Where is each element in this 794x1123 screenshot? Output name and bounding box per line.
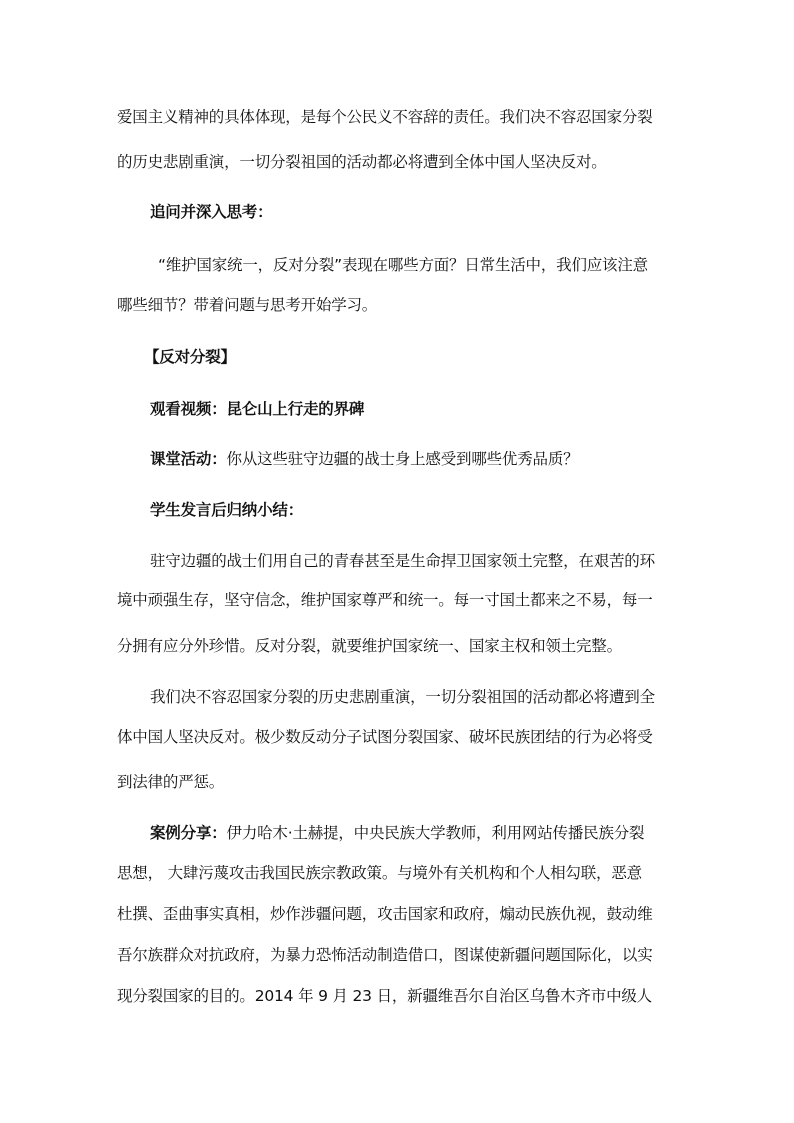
section-heading: 追问并深入思考：: [150, 203, 273, 221]
paragraph-line: 杜撰、歪曲事实真相，炒作涉疆问题，攻击国家和政府，煽动民族仇视，鼓动维: [117, 905, 653, 923]
paragraph-line: 体中国人坚决反对。极少数反动分子试图分裂国家、破坏民族团结的行为必将受: [117, 728, 653, 746]
paragraph-line: 哪些细节？带着问题与思考开始学习。: [117, 296, 378, 314]
paragraph-line: [150, 818, 644, 848]
paragraph-line: 现分裂国家的目的。2014 年 9 月 23 日，新疆维吾尔自治区乌鲁木齐市中级人: [117, 987, 652, 1005]
case-text: 伊力哈木·土赫提，中央民族大学教师，利用网站传播民族分裂: [226, 824, 645, 842]
paragraph-line: 到法律的严惩。: [117, 773, 225, 791]
paragraph-line: “维护国家统一，反对分裂”表现在哪些方面？日常生活中，我们应该注意: [158, 256, 648, 274]
activity-label: 课堂活动：: [150, 450, 227, 468]
paragraph-line: 境中顽强生存，坚守信念，维护国家尊严和统一。每一寸国土都来之不易，每一: [117, 591, 653, 609]
paragraph-line: 爱国主义精神的具体体现，是每个公民义不容辞的责任。我们决不容忍国家分裂: [117, 108, 653, 126]
paragraph-line: [150, 444, 578, 474]
section-heading: 观看视频：昆仑山上行走的界碑: [150, 400, 365, 418]
paragraph-line: 分拥有应分外珍惜。反对分裂，就要维护国家统一、国家主权和领土完整。: [117, 637, 622, 655]
paragraph-line: 吾尔族群众对抗政府，为暴力恐怖活动制造借口，图谋使新疆问题国际化，以实: [117, 946, 653, 964]
paragraph-line: 驻守边疆的战士们用自己的青春甚至是生命捍卫国家领土完整，在艰苦的环: [150, 552, 655, 570]
paragraph-line: 我们决不容忍国家分裂的历史悲剧重演，一切分裂祖国的活动都必将遭到全: [150, 688, 655, 706]
paragraph-line: 的历史悲剧重演，一切分裂祖国的活动都必将遭到全体中国人坚决反对。: [117, 153, 607, 171]
paragraph-line: 思想， 大肆污蔑攻击我国民族宗教政策。与境外有关机构和个人相勾联，恶意: [117, 864, 642, 882]
activity-question: 你从这些驻守边疆的战士身上感受到哪些优秀品质？: [226, 450, 579, 468]
section-heading: 学生发言后归纳小结：: [150, 501, 304, 519]
case-label: 案例分享：: [150, 824, 227, 842]
section-heading: 【反对分裂】: [144, 348, 236, 366]
